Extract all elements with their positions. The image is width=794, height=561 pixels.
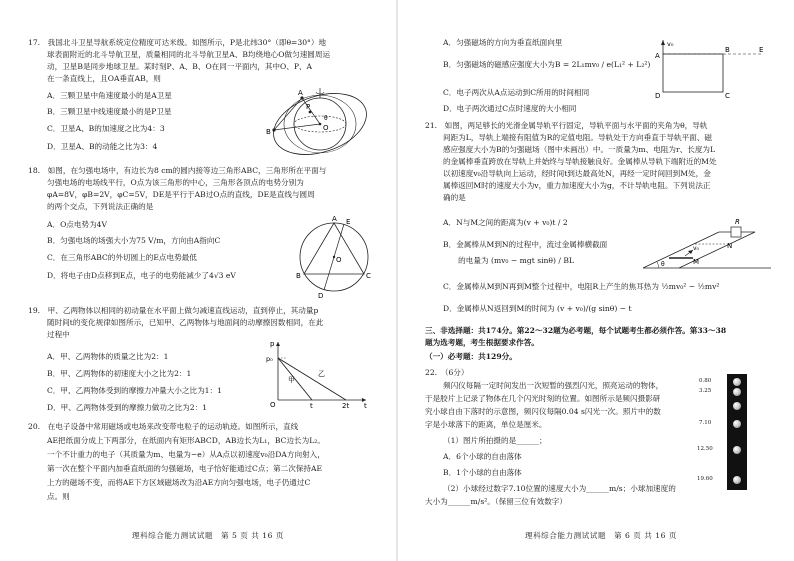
ball-4 <box>733 420 741 428</box>
q21-option-b: B．金属棒从M到N的过程中，流过金属棒横截面 <box>443 240 608 249</box>
q20-label-a: A <box>655 52 660 60</box>
q17-line-3: 动，卫星B是同步地球卫星。某时刻P、A、B、O在同一平面内，其中O、P、A <box>47 62 313 71</box>
scale-mark-1: 0.80 <box>699 378 712 384</box>
q22-line-2: 于是胶片上记录了物体在几个闪光时刻的位置。如图所示是频闪摄影研 <box>425 394 661 403</box>
ball-3 <box>733 402 741 410</box>
q19-line-2: 随时间t的变化规律如图所示，已知甲、乙两物体与地面间的动摩擦因数相同，在此 <box>47 318 324 327</box>
q21-line-3: 感应强度大小为B的匀强磁场（图中未画出）中。一质量为m、电阻为r、长度为L <box>443 145 716 154</box>
q18-option-d: D．将电子由D点移到E点，电子的电势能减少了4√3 eV <box>47 271 236 280</box>
ball-5 <box>733 446 741 454</box>
scale-mark-3: 7.10 <box>699 420 712 426</box>
q21-line-6: 属棒返回M时的速度大小为v，重力加速度大小为g，不计导轨电阻。下列说法正 <box>443 181 711 190</box>
q21-option-d: D．金属棒从N返回到M的时间为 (v + v₀)/(g sinθ) − t <box>443 304 632 313</box>
q21-option-a: A．N与M之间的距离为(v + v₀)t / 2 <box>443 218 568 227</box>
left-page-footer: 理科综合能力测试试题 第 5 页 共 16 页 <box>132 531 284 540</box>
q19-option-d: D．甲、乙两物体受到的摩擦力做功之比为2：1 <box>47 403 208 412</box>
q22-line-4: 字是小球落下的距离，单位是厘米。 <box>425 420 547 429</box>
ball-6 <box>733 476 741 484</box>
q18-line-3: φA=8V，φB=2V，φC=5V，DE是平行于AB过O点的直线，DE是直线与圆周 <box>47 190 315 199</box>
q19-line-3: 过程中 <box>47 330 70 339</box>
q20-label-v0: v₀ <box>667 40 674 48</box>
q19-label-jia: 甲 <box>288 376 295 384</box>
q20-line-1: 20. 在电子设备中常用磁场或电场来改变带电粒子的运动轨迹。如图所示，直线 <box>28 422 299 431</box>
q18-line-1: 18. 如图，在匀强电场中，有边长为8 cm的圆内接等边三角形ABC，三角形所在平面与 <box>28 166 327 175</box>
q17-label-p: P <box>306 103 311 111</box>
q17-label-o: O <box>323 124 329 132</box>
q18-label-a: A <box>332 215 337 223</box>
section-3-subtitle: （一）必考题：共129分。 <box>425 352 517 361</box>
q18-line-2: 匀强电场的电场线平行，O点为该三角形的中心，三角形各顶点的电势分别为 <box>47 178 304 187</box>
q19-label-origin: O <box>270 401 276 408</box>
q22-heading: 22. （6分） <box>425 368 469 377</box>
q22-sub-2-cont: 大小为______m/s²。（保留三位有效数字） <box>425 497 567 506</box>
q21-line-5: 以初速度v₀沿导轨向上运动，经时间t到达最高处N，再经一定时间回到M处，金 <box>443 169 711 178</box>
q19-line-1: 19. 甲、乙两物体以相同的初动量在水平面上做匀减速直线运动，直到停止，其动量p <box>28 306 319 315</box>
q20-label-d: D <box>655 92 661 100</box>
q18-line-4: 的两个交点，下列说法正确的是 <box>47 202 154 211</box>
q22-strobe-photo <box>697 374 759 490</box>
q17-orbit-figure <box>262 84 380 156</box>
q19-option-c: C．甲、乙两物体受到的摩擦力冲量大小之比为1：1 <box>47 386 222 395</box>
q22-sub-1: （1）图片所拍摄的是______； <box>443 436 547 445</box>
q20-option-b: B．匀强磁场的磁感应强度大小为B = 2L₁mv₀ / e(L₁² + L₂²) <box>443 60 651 69</box>
q17-label-theta: θ <box>324 115 328 122</box>
q22-line-1: 频闪仪每隔一定时间发出一次短暂的强烈闪光，照亮运动的物体， <box>443 381 664 390</box>
scale-mark-5: 19.60 <box>697 476 713 482</box>
q18-label-c: C <box>366 272 371 280</box>
q20-line-3: 一个不计重力的电子（其质量为m、电量为−e）从A点以初速度v₀沿DA方向射入， <box>47 450 325 459</box>
scale-mark-2: 3.25 <box>699 388 712 394</box>
q17-label-b: B <box>266 128 271 136</box>
q18-label-o: O <box>336 256 342 264</box>
q19-label-2t: 2t <box>342 402 350 408</box>
q20-line-2: AE把纸面分成上下两部分，在纸面内有矩形ABCD，AB边长为L₁，BC边长为L₂。 <box>47 436 325 445</box>
q18-label-e: E <box>346 218 351 226</box>
right-page-footer: 理科综合能力测试试题 第 6 页 共 16 页 <box>525 531 677 540</box>
q20-label-e: E <box>759 46 764 54</box>
q21-line-7: 确的是 <box>443 193 466 202</box>
q21-label-r: R <box>735 218 740 226</box>
q21-line-1: 21. 如图，两足够长的光滑金属导轨平行固定，导轨平面与水平面的夹角为θ，导轨 <box>425 121 708 130</box>
q19-label-p: p <box>270 340 275 348</box>
q21-label-theta: θ <box>661 261 665 268</box>
q18-label-b: B <box>296 272 301 280</box>
q19-label-t1: t <box>310 402 313 408</box>
q20-rectangle-figure <box>651 38 769 100</box>
section-3-title-cont: 题为选考题，考生根据要求作答。 <box>425 338 539 347</box>
q22-line-3: 究小球自由下落时的示意图，频闪仪每隔0.04 s闪光一次。照片中的数 <box>425 407 661 416</box>
q17-line-2: 球表面附近的北斗导航卫星，质量相同的北斗导航卫星A、B均绕地心O做匀速圆周运 <box>47 50 331 59</box>
q18-option-c: C．在三角形ABC的外切圆上的E点电势最低 <box>47 253 197 262</box>
q20-option-c: C．电子两次从A点运动到C所用的时间相同 <box>443 88 590 97</box>
q17-line-4: 在一条直线上，且OA垂直AB，则 <box>47 74 161 83</box>
q19-momentum-graph <box>250 338 372 408</box>
q22-option-a: A．6个小球的自由落体 <box>443 452 522 461</box>
q21-line-2: 间距为L，导轨上端接有阻值为R的定值电阻。导轨处于方向垂直于导轨平面、磁 <box>443 133 712 142</box>
q17-line-1: 17. 我国北斗卫星导航系统定位精度可达米级。如图所示，P是北纬30°（即θ=30°）地 <box>28 38 327 47</box>
q20-option-a: A．匀强磁场的方向为垂直纸面向里 <box>443 38 563 47</box>
q20-line-5: 上方的磁场不变，而将AE下方区域磁场改为沿AE方向匀强电场，电子仍通过C <box>47 478 311 487</box>
q17-option-d: D．卫星A、B的动能之比为3：4 <box>47 142 158 151</box>
q20-label-b: B <box>725 46 730 54</box>
q21-label-n: N <box>727 242 733 250</box>
q21-option-b-cont: 的电量为 (mv₀ − mgt sinθ) / BL <box>443 256 574 265</box>
ball-2 <box>733 388 741 396</box>
right-page <box>397 0 794 561</box>
q18-label-d: D <box>318 292 324 300</box>
q20-label-c: C <box>725 92 730 100</box>
q17-label-a: A <box>298 89 303 97</box>
q21-rail-figure <box>635 214 775 272</box>
q18-option-b: B．匀强电场的场强大小为75 V/m，方向由A指向C <box>47 236 221 245</box>
q19-label-yi: 乙 <box>318 370 325 378</box>
q22-sub-2: （2）小球经过数字7.10位置的速度大小为______m/s；小球加速度的 <box>443 484 676 493</box>
q17-option-b: B．三颗卫星中线速度最小的是P卫星 <box>47 107 172 116</box>
scale-mark-4: 12.50 <box>697 446 713 452</box>
q21-label-v0: v₀ <box>693 245 699 252</box>
q19-option-b: B．甲、乙两物体的初速度大小之比为2：1 <box>47 369 192 378</box>
q17-option-a: A．三颗卫星中角速度最小的是A卫星 <box>47 91 172 100</box>
q18-circle-figure <box>292 212 376 302</box>
q21-option-c: C．金属棒从M到N再到M整个过程中，电阻R上产生的焦耳热为 ½mv₀² − ½mv² <box>443 282 720 291</box>
q20-line-6: 点。则 <box>47 492 70 501</box>
q19-label-t-axis: t <box>364 402 367 408</box>
q18-option-a: A．O点电势为4V <box>47 220 107 229</box>
q21-label-m: M <box>693 258 700 266</box>
ball-1 <box>733 378 741 386</box>
q19-option-a: A．甲、乙两物体的质量之比为2：1 <box>47 352 169 361</box>
q17-option-c: C．卫星A、B的加速度之比为4：3 <box>47 124 165 133</box>
q20-option-d: D．电子两次通过C点时速度的大小相同 <box>443 104 577 113</box>
q21-line-4: 的金属棒垂直跨放在导轨上并始终与导轨接触良好。金属棒从导轨下端附近的M处 <box>443 157 717 166</box>
q19-label-p0: p₀ <box>266 355 273 363</box>
section-3-title: 三、非选择题：共174分。第22～32题为必考题，每个试题考生都必须作答。第33～38 <box>425 326 727 335</box>
q22-option-b: B．1个小球的自由落体 <box>443 468 522 477</box>
q20-line-4: 第一次在整个平面内加垂直纸面的匀强磁场，电子恰好能通过C点；第二次保持AE <box>47 464 323 473</box>
